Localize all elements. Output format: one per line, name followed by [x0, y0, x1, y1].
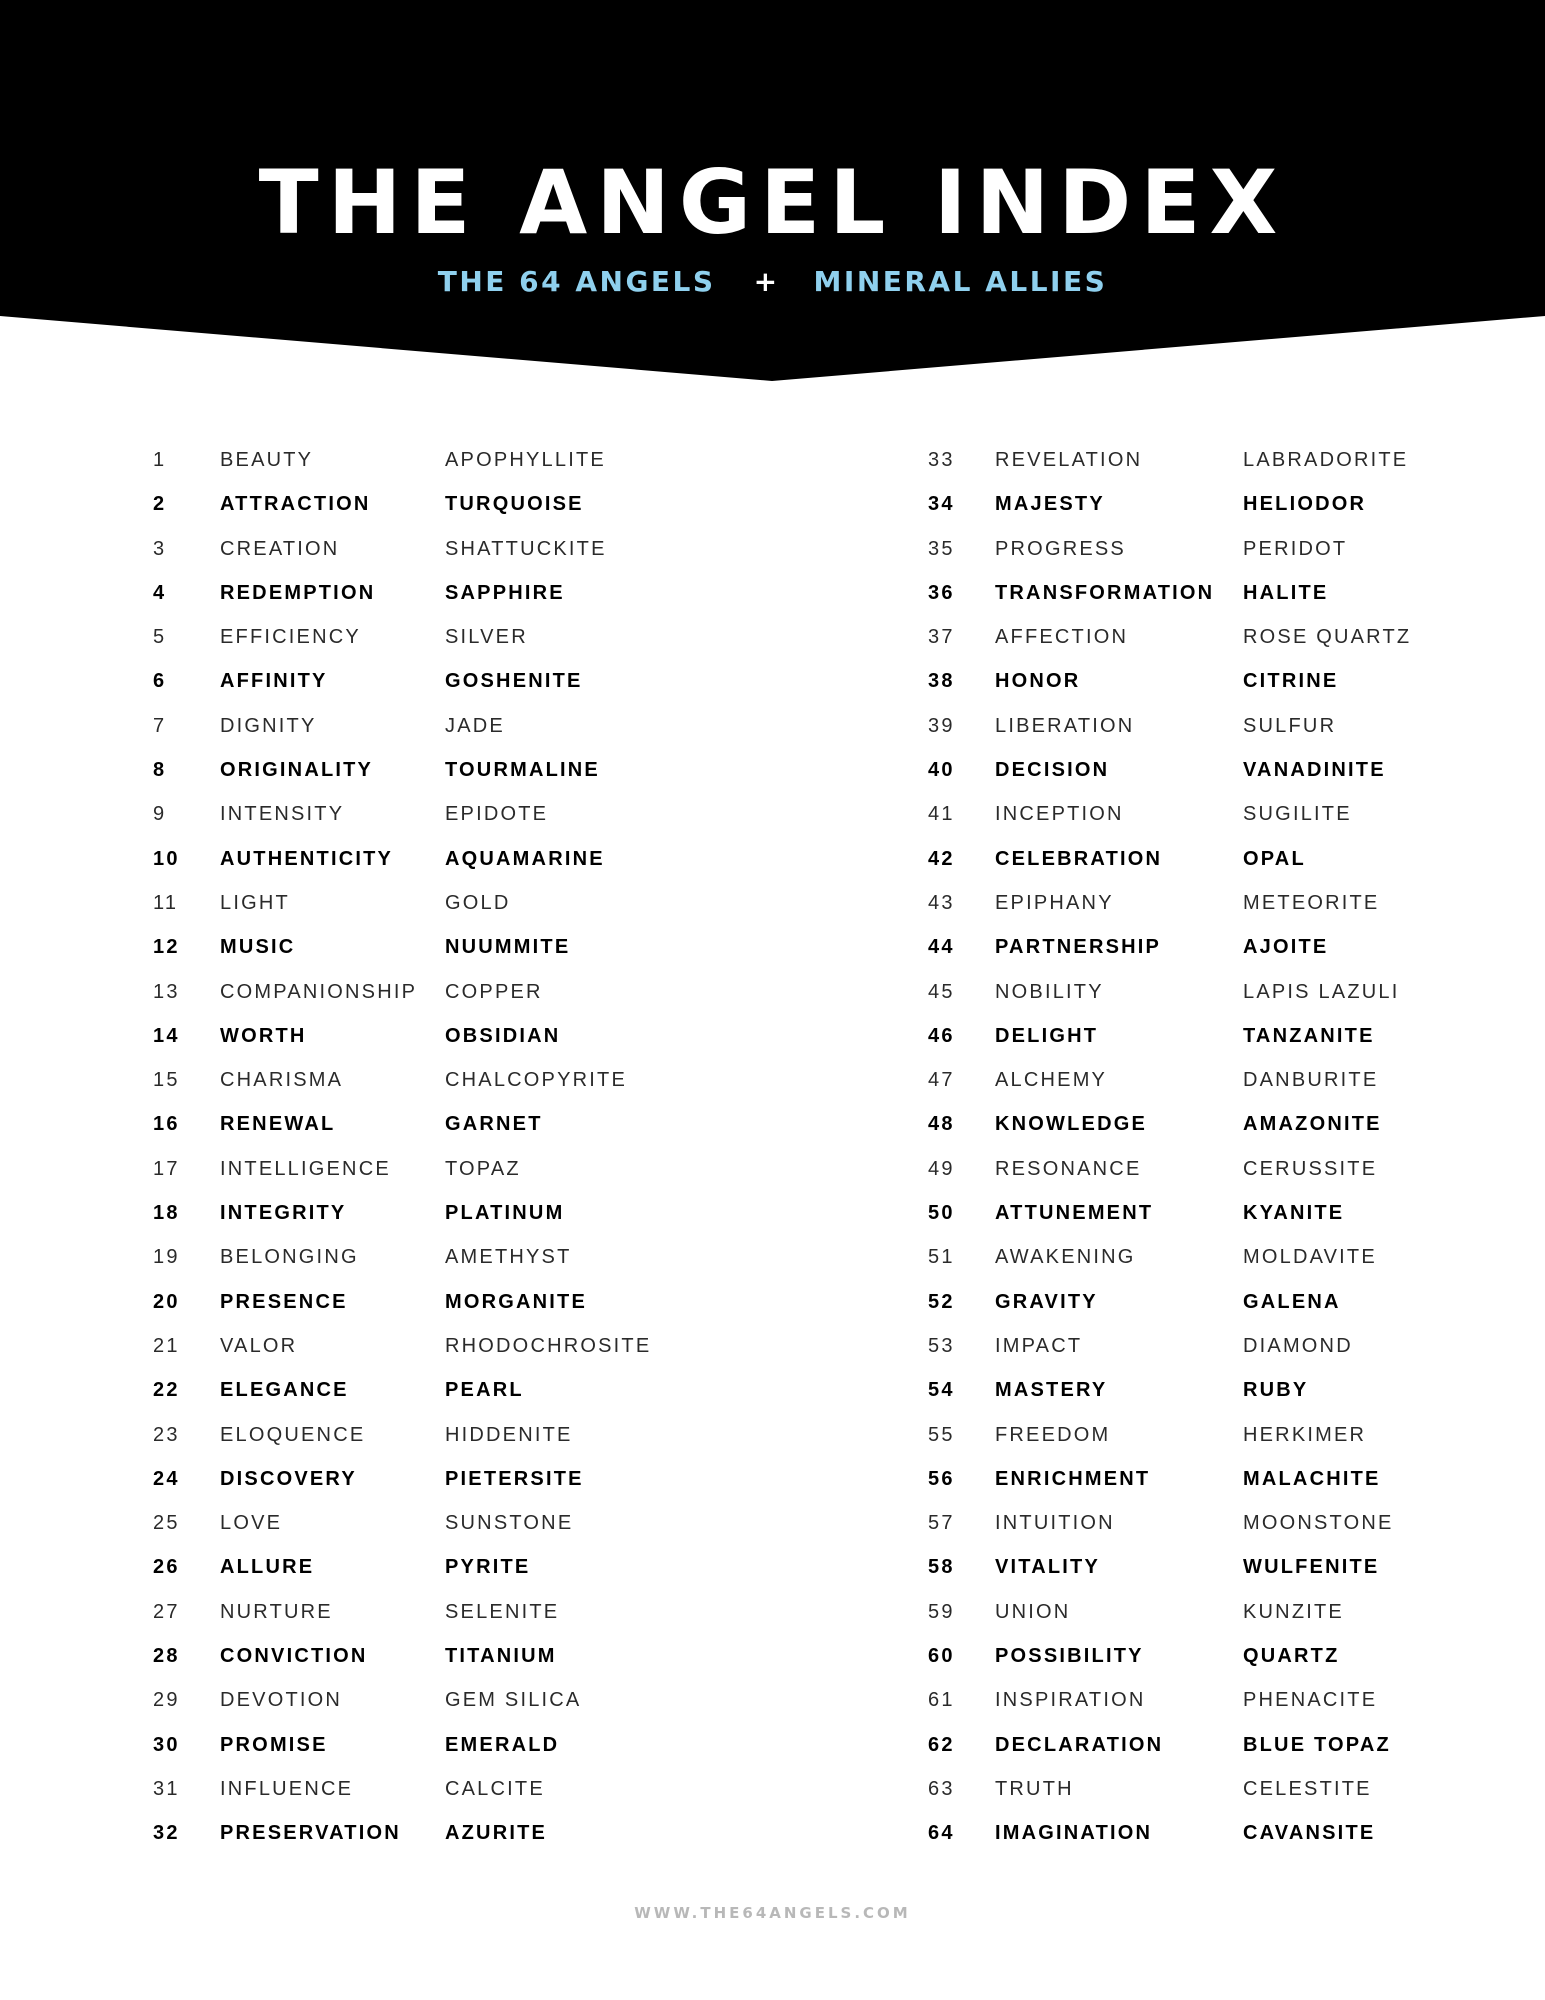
mineral-ally: APOPHYLLITE [445, 449, 606, 471]
mineral-ally: HALITE [1243, 581, 1329, 604]
angel-number: 28 [153, 1645, 180, 1668]
mineral-ally: TURQUOISE [445, 493, 584, 516]
angel-number: 37 [928, 626, 955, 649]
angel-quality: CONVICTION [220, 1645, 368, 1668]
mineral-ally: KUNZITE [1243, 1600, 1344, 1623]
angel-quality: WORTH [220, 1024, 307, 1047]
angel-number: 16 [153, 1113, 180, 1136]
index-row [928, 792, 1545, 836]
angel-number: 10 [153, 847, 180, 870]
angel-number: 6 [153, 670, 167, 693]
angel-quality: EPIPHANY [995, 891, 1114, 914]
index-row [928, 1058, 1545, 1102]
angel-quality: CREATION [220, 537, 340, 560]
angel-number: 5 [153, 626, 167, 649]
angel-number: 32 [153, 1822, 180, 1845]
mineral-ally: COPPER [445, 980, 543, 1003]
index-row [928, 1191, 1545, 1235]
angel-quality: INTUITION [995, 1512, 1115, 1535]
angel-number: 35 [928, 537, 955, 560]
index-row [153, 1545, 773, 1589]
mineral-ally: MOLDAVITE [1243, 1246, 1377, 1269]
mineral-ally: EPIDOTE [445, 803, 549, 826]
index-row [153, 1058, 773, 1102]
angel-number: 50 [928, 1202, 955, 1225]
angel-quality: ALCHEMY [995, 1069, 1108, 1092]
angel-quality: BELONGING [220, 1246, 359, 1269]
angel-quality: UNION [995, 1600, 1071, 1623]
mineral-ally: AMETHYST [445, 1246, 572, 1269]
angel-number: 41 [928, 803, 955, 826]
angel-quality: INSPIRATION [995, 1689, 1146, 1712]
index-row [928, 1413, 1545, 1457]
index-row [153, 1413, 773, 1457]
index-row [928, 659, 1545, 703]
angel-quality: INCEPTION [995, 803, 1124, 826]
mineral-ally: OBSIDIAN [445, 1024, 561, 1047]
angel-number: 57 [928, 1512, 955, 1535]
angel-number: 25 [153, 1512, 180, 1535]
mineral-ally: MOONSTONE [1243, 1512, 1394, 1535]
angel-number: 3 [153, 537, 167, 560]
index-row [153, 1014, 773, 1058]
angel-quality: AWAKENING [995, 1246, 1136, 1269]
angel-quality: RESONANCE [995, 1157, 1142, 1180]
mineral-ally: PYRITE [445, 1556, 531, 1579]
index-row [153, 1767, 773, 1811]
angel-number: 40 [928, 759, 955, 782]
angel-number: 44 [928, 936, 955, 959]
angel-number: 23 [153, 1423, 180, 1446]
mineral-ally: AZURITE [445, 1822, 548, 1845]
mineral-ally: RUBY [1243, 1379, 1309, 1402]
angel-number: 15 [153, 1069, 180, 1092]
angel-number: 59 [928, 1600, 955, 1623]
angel-quality: KNOWLEDGE [995, 1113, 1148, 1136]
angel-number: 13 [153, 980, 180, 1003]
mineral-ally: GALENA [1243, 1290, 1341, 1313]
mineral-ally: DANBURITE [1243, 1069, 1379, 1092]
index-row [928, 1147, 1545, 1191]
angel-number: 22 [153, 1379, 180, 1402]
mineral-ally: TITANIUM [445, 1645, 557, 1668]
mineral-ally: HERKIMER [1243, 1423, 1367, 1446]
angel-quality: DECLARATION [995, 1733, 1164, 1756]
mineral-ally: LAPIS LAZULI [1243, 980, 1400, 1003]
mineral-ally: TOURMALINE [445, 759, 600, 782]
angel-number: 63 [928, 1777, 955, 1800]
angel-number: 4 [153, 581, 167, 604]
index-row [153, 659, 773, 703]
index-row [928, 1014, 1545, 1058]
mineral-ally: JADE [445, 714, 505, 737]
angel-number: 61 [928, 1689, 955, 1712]
index-row [153, 615, 773, 659]
angel-number: 8 [153, 759, 167, 782]
angel-quality: REVELATION [995, 449, 1143, 471]
index-row [928, 837, 1545, 881]
index-row [153, 748, 773, 792]
angel-quality: AUTHENTICITY [220, 847, 394, 870]
angel-number: 48 [928, 1113, 955, 1136]
index-row [928, 571, 1545, 615]
mineral-ally: DIAMOND [1243, 1334, 1353, 1357]
mineral-ally: PEARL [445, 1379, 524, 1402]
index-row [153, 1191, 773, 1235]
angel-number: 27 [153, 1600, 180, 1623]
angel-quality: ATTUNEMENT [995, 1202, 1154, 1225]
angel-number: 19 [153, 1246, 180, 1269]
mineral-ally: HELIODOR [1243, 493, 1367, 516]
mineral-ally: SELENITE [445, 1600, 560, 1623]
mineral-ally: SILVER [445, 626, 528, 649]
index-row [153, 1280, 773, 1324]
mineral-ally: PERIDOT [1243, 537, 1348, 560]
index-row [153, 1501, 773, 1545]
mineral-ally: MORGANITE [445, 1290, 588, 1313]
mineral-ally: PIETERSITE [445, 1467, 584, 1490]
index-row [153, 1678, 773, 1722]
angel-quality: AFFINITY [220, 670, 328, 693]
angel-quality: AFFECTION [995, 626, 1129, 649]
angel-number: 51 [928, 1246, 955, 1269]
mineral-ally: MALACHITE [1243, 1467, 1381, 1490]
index-row [153, 970, 773, 1014]
angel-number: 2 [153, 493, 167, 516]
index-row [928, 1102, 1545, 1146]
angel-quality: PRESENCE [220, 1290, 348, 1313]
index-row [928, 1324, 1545, 1368]
angel-quality: ALLURE [220, 1556, 315, 1579]
angel-number: 42 [928, 847, 955, 870]
index-row [153, 925, 773, 969]
angel-quality: INFLUENCE [220, 1777, 354, 1800]
page-title: THE ANGEL INDEX [258, 151, 1287, 254]
angel-number: 20 [153, 1290, 180, 1313]
mineral-ally: CERUSSITE [1243, 1157, 1378, 1180]
mineral-ally: GEM SILICA [445, 1689, 582, 1712]
index-row [153, 438, 773, 482]
angel-quality: PRESERVATION [220, 1822, 401, 1845]
angel-quality: COMPANIONSHIP [220, 980, 418, 1003]
index-row [928, 1368, 1545, 1412]
mineral-ally: AMAZONITE [1243, 1113, 1382, 1136]
mineral-ally: NUUMMITE [445, 936, 571, 959]
mineral-ally: LABRADORITE [1243, 449, 1409, 471]
index-row [928, 1590, 1545, 1634]
mineral-ally: TANZANITE [1243, 1024, 1375, 1047]
index-row [928, 1501, 1545, 1545]
footer-url: WWW.THE64ANGELS.COM [634, 1904, 911, 1922]
index-row [928, 1457, 1545, 1501]
angel-quality: IMAGINATION [995, 1822, 1153, 1845]
mineral-ally: CAVANSITE [1243, 1822, 1376, 1845]
angel-quality: PARTNERSHIP [995, 936, 1162, 959]
angel-number: 64 [928, 1822, 955, 1845]
angel-quality: ORIGINALITY [220, 759, 374, 782]
angel-quality: FREEDOM [995, 1423, 1111, 1446]
angel-quality: BEAUTY [220, 449, 314, 471]
mineral-ally: SULFUR [1243, 714, 1337, 737]
mineral-ally: SUNSTONE [445, 1512, 574, 1535]
index-row [153, 881, 773, 925]
angel-quality: PROGRESS [995, 537, 1126, 560]
mineral-ally: RHODOCHROSITE [445, 1334, 652, 1357]
angel-number: 60 [928, 1645, 955, 1668]
angel-number: 46 [928, 1024, 955, 1047]
angel-quality: DELIGHT [995, 1024, 1099, 1047]
angel-number: 47 [928, 1069, 955, 1092]
mineral-ally: QUARTZ [1243, 1645, 1340, 1668]
page-subtitle [0, 262, 1545, 302]
index-row [153, 1102, 773, 1146]
mineral-ally: CELESTITE [1243, 1777, 1372, 1800]
index-row [153, 1634, 773, 1678]
index-row [928, 970, 1545, 1014]
angel-quality: MASTERY [995, 1379, 1108, 1402]
index-column-left [153, 438, 773, 1856]
index-row [153, 1811, 773, 1855]
angel-quality: RENEWAL [220, 1113, 336, 1136]
angel-number: 21 [153, 1334, 180, 1357]
index-row [153, 1457, 773, 1501]
index-row [153, 1723, 773, 1767]
angel-number: 36 [928, 581, 955, 604]
index-row [928, 704, 1545, 748]
angel-quality: ATTRACTION [220, 493, 371, 516]
angel-number: 14 [153, 1024, 180, 1047]
angel-number: 54 [928, 1379, 955, 1402]
index-row [928, 1767, 1545, 1811]
angel-number: 49 [928, 1157, 955, 1180]
index-row [928, 881, 1545, 925]
angel-number: 12 [153, 936, 180, 959]
angel-number: 1 [153, 449, 167, 471]
angel-quality: INTENSITY [220, 803, 345, 826]
index-row [928, 1811, 1545, 1855]
angel-quality: ELOQUENCE [220, 1423, 366, 1446]
index-row [153, 792, 773, 836]
angel-number: 34 [928, 493, 955, 516]
angel-quality: CELEBRATION [995, 847, 1163, 870]
index-row [928, 1678, 1545, 1722]
mineral-ally: SHATTUCKITE [445, 537, 607, 560]
angel-number: 58 [928, 1556, 955, 1579]
angel-number: 9 [153, 803, 167, 826]
mineral-ally: HIDDENITE [445, 1423, 573, 1446]
mineral-ally: CITRINE [1243, 670, 1339, 693]
angel-number: 53 [928, 1334, 955, 1357]
mineral-ally: AJOITE [1243, 936, 1329, 959]
mineral-ally: GOLD [445, 891, 511, 914]
angel-number: 43 [928, 891, 955, 914]
index-row [153, 1368, 773, 1412]
angel-quality: LIBERATION [995, 714, 1135, 737]
angel-number: 30 [153, 1733, 180, 1756]
angel-number: 38 [928, 670, 955, 693]
angel-quality: NOBILITY [995, 980, 1104, 1003]
index-row [928, 1235, 1545, 1279]
angel-quality: ENRICHMENT [995, 1467, 1151, 1490]
index-row [928, 527, 1545, 571]
mineral-ally: AQUAMARINE [445, 847, 605, 870]
mineral-ally: CHALCOPYRITE [445, 1069, 627, 1092]
angel-number: 55 [928, 1423, 955, 1446]
angel-quality: REDEMPTION [220, 581, 376, 604]
index-row [928, 1634, 1545, 1678]
index-row [928, 438, 1545, 482]
angel-quality: DISCOVERY [220, 1467, 357, 1490]
angel-quality: POSSIBILITY [995, 1645, 1144, 1668]
index-row [153, 1324, 773, 1368]
index-row [153, 1235, 773, 1279]
angel-quality: DEVOTION [220, 1689, 343, 1712]
subtitle-angels: THE 64 ANGELS [437, 265, 716, 298]
angel-quality: MUSIC [220, 936, 296, 959]
angel-quality: INTELLIGENCE [220, 1157, 391, 1180]
mineral-ally: CALCITE [445, 1777, 545, 1800]
index-row [153, 571, 773, 615]
angel-quality: NURTURE [220, 1600, 333, 1623]
index-row [928, 1723, 1545, 1767]
index-row [928, 1545, 1545, 1589]
mineral-ally: GARNET [445, 1113, 543, 1136]
index-row [928, 748, 1545, 792]
angel-number: 31 [153, 1777, 180, 1800]
angel-number: 11 [153, 891, 179, 914]
index-row [153, 1147, 773, 1191]
mineral-ally: KYANITE [1243, 1202, 1345, 1225]
mineral-ally: EMERALD [445, 1733, 560, 1756]
mineral-ally: SUGILITE [1243, 803, 1352, 826]
angel-quality: ELEGANCE [220, 1379, 349, 1402]
angel-number: 56 [928, 1467, 955, 1490]
subtitle-minerals: MINERAL ALLIES [813, 265, 1108, 298]
angel-quality: GRAVITY [995, 1290, 1098, 1313]
angel-number: 39 [928, 714, 955, 737]
angel-number: 17 [153, 1157, 180, 1180]
index-row [153, 837, 773, 881]
mineral-ally: SAPPHIRE [445, 581, 565, 604]
angel-quality: TRANSFORMATION [995, 581, 1215, 604]
angel-quality: VALOR [220, 1334, 298, 1357]
angel-quality: INTEGRITY [220, 1202, 347, 1225]
mineral-ally: GOSHENITE [445, 670, 583, 693]
index-row [153, 704, 773, 748]
angel-number: 7 [153, 714, 167, 737]
angel-number: 18 [153, 1202, 180, 1225]
index-row [928, 615, 1545, 659]
mineral-ally: TOPAZ [445, 1157, 521, 1180]
angel-number: 24 [153, 1467, 180, 1490]
index-row [153, 1590, 773, 1634]
angel-quality: VITALITY [995, 1556, 1101, 1579]
angel-quality: DIGNITY [220, 714, 317, 737]
angel-number: 62 [928, 1733, 955, 1756]
angel-quality: HONOR [995, 670, 1081, 693]
mineral-ally: METEORITE [1243, 891, 1380, 914]
angel-quality: PROMISE [220, 1733, 328, 1756]
index-row [153, 527, 773, 571]
angel-number: 45 [928, 980, 955, 1003]
angel-number: 33 [928, 449, 955, 471]
angel-quality: TRUTH [995, 1777, 1074, 1800]
subtitle-plus: + [753, 265, 780, 298]
angel-quality: IMPACT [995, 1334, 1083, 1357]
angel-number: 52 [928, 1290, 955, 1313]
index-row [928, 482, 1545, 526]
mineral-ally: BLUE TOPAZ [1243, 1733, 1391, 1756]
mineral-ally: VANADINITE [1243, 759, 1386, 782]
mineral-ally: OPAL [1243, 847, 1306, 870]
angel-quality: MAJESTY [995, 493, 1105, 516]
angel-quality: DECISION [995, 759, 1110, 782]
angel-quality: LOVE [220, 1512, 283, 1535]
mineral-ally: ROSE QUARTZ [1243, 626, 1412, 649]
angel-quality: LIGHT [220, 891, 290, 914]
angel-quality: CHARISMA [220, 1069, 344, 1092]
angel-number: 26 [153, 1556, 180, 1579]
mineral-ally: WULFENITE [1243, 1556, 1380, 1579]
index-row [928, 1280, 1545, 1324]
angel-number: 29 [153, 1689, 180, 1712]
mineral-ally: PLATINUM [445, 1202, 565, 1225]
angel-quality: EFFICIENCY [220, 626, 361, 649]
index-row [928, 925, 1545, 969]
mineral-ally: PHENACITE [1243, 1689, 1378, 1712]
index-row [153, 482, 773, 526]
index-column-right [928, 438, 1545, 1856]
